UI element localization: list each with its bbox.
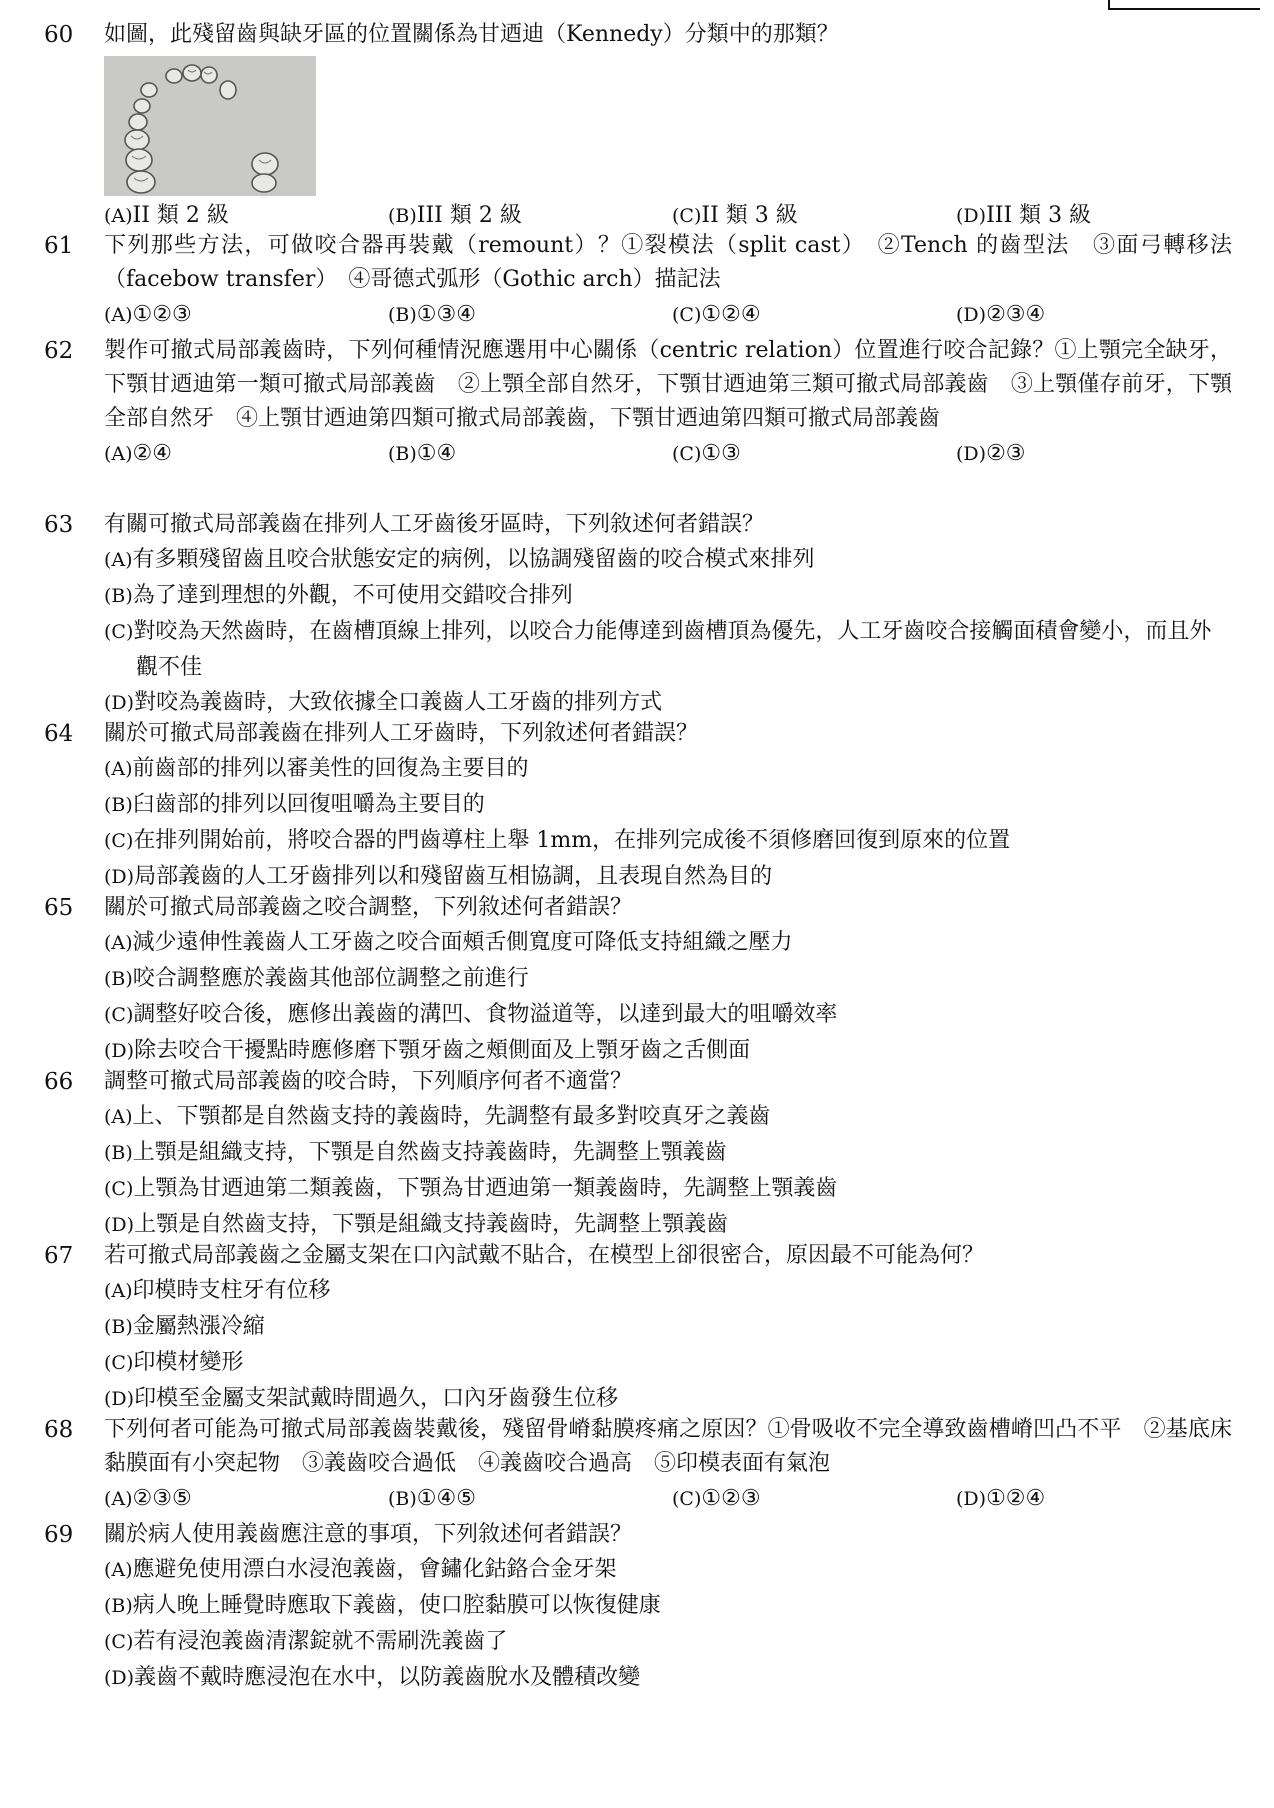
question-stem: 如圖，此殘留齒與缺牙區的位置關係為甘迺迪（Kennedy）分類中的那類？ xyxy=(104,22,839,47)
option-c[interactable]: (C)①②④ xyxy=(672,302,761,327)
option-a[interactable]: (A)減少遠伸性義齒人工牙齒之咬合面頰舌側寬度可降低支持組織之壓力 xyxy=(104,930,793,955)
option-a[interactable]: (A)上、下顎都是自然齒支持的義齒時，先調整有最多對咬真牙之義齒 xyxy=(104,1104,771,1129)
question-body xyxy=(104,18,1232,233)
options-row xyxy=(104,1481,1232,1516)
question-stem: 若可撤式局部義齒之金屬支架在口內試戴不貼合，在模型上卻很密合，原因最不可能為何？ xyxy=(104,1243,985,1268)
option-b[interactable]: (B)①④⑤ xyxy=(388,1486,476,1511)
option-c[interactable]: (C)調整好咬合後，應修出義齒的溝凹、食物溢道等，以達到最大的咀嚼效率 xyxy=(104,1002,838,1027)
question-body xyxy=(104,1239,1232,1417)
option-d[interactable]: (D)①②④ xyxy=(956,1486,1046,1511)
option-b[interactable]: (B)為了達到理想的外觀，不可使用交錯咬合排列 xyxy=(104,583,573,608)
option-c[interactable]: (C)對咬為天然齒時，在齒槽頂線上排列，以咬合力能傳達到齒槽頂為優先，人工牙齒咬合接觸面積會變小，而且外觀不佳 xyxy=(104,619,1212,680)
option-c[interactable]: (C)印模材變形 xyxy=(104,1350,244,1375)
option-a[interactable]: (A)①②③ xyxy=(104,302,192,327)
question-body xyxy=(104,717,1232,895)
question-stem: 調整可撤式局部義齒的咬合時，下列順序何者不適當？ xyxy=(104,1069,633,1094)
question-stem: 關於可撤式局部義齒在排列人工牙齒時，下列敘述何者錯誤？ xyxy=(104,721,699,746)
option-d[interactable]: (D)上顎是自然齒支持，下顎是組織支持義齒時，先調整上顎義齒 xyxy=(104,1212,729,1237)
option-a[interactable]: (A)②④ xyxy=(104,441,172,466)
question-number: 60 xyxy=(44,22,74,48)
option-d[interactable]: (D)②③ xyxy=(956,441,1026,466)
question-body xyxy=(104,334,1232,471)
option-c[interactable]: (C)若有浸泡義齒清潔錠就不需刷洗義齒了 xyxy=(104,1629,508,1654)
option-c[interactable]: (C)在排列開始前，將咬合器的門齒導柱上舉 1mm，在排列完成後不須修磨回復到原來的位置 xyxy=(104,828,1011,853)
option-a[interactable]: (A)II 類 2 級 xyxy=(104,203,229,228)
question-number: 64 xyxy=(44,721,74,747)
options-row xyxy=(104,198,1232,233)
option-b[interactable]: (B)①④ xyxy=(388,441,457,466)
question-number: 66 xyxy=(44,1069,74,1095)
question-number: 63 xyxy=(44,512,74,538)
question-body xyxy=(104,1065,1232,1243)
question-number: 62 xyxy=(44,338,74,364)
question-body xyxy=(104,229,1232,332)
option-c[interactable]: (C)①②③ xyxy=(672,1486,761,1511)
option-a[interactable]: (A)有多顆殘留齒且咬合狀態安定的病例，以協調殘留齒的咬合模式來排列 xyxy=(104,547,815,572)
option-c[interactable]: (C)上顎為甘迺迪第二類義齒，下顎為甘迺迪第一類義齒時，先調整上顎義齒 xyxy=(104,1176,838,1201)
question-body xyxy=(104,508,1232,721)
question-stem: 關於可撤式局部義齒之咬合調整，下列敘述何者錯誤？ xyxy=(104,895,633,920)
option-a[interactable]: (A)印模時支柱牙有位移 xyxy=(104,1278,331,1303)
option-b[interactable]: (B)咬合調整應於義齒其他部位調整之前進行 xyxy=(104,966,529,991)
option-d[interactable]: (D)義齒不戴時應浸泡在水中，以防義齒脫水及體積改變 xyxy=(104,1665,641,1690)
option-b[interactable]: (B)臼齒部的排列以回復咀嚼為主要目的 xyxy=(104,792,485,817)
question-number: 69 xyxy=(44,1522,74,1548)
option-c[interactable]: (C)II 類 3 級 xyxy=(672,203,798,228)
page-corner-box xyxy=(1108,0,1260,10)
option-b[interactable]: (B)III 類 2 級 xyxy=(388,203,522,228)
question-body xyxy=(104,1413,1232,1516)
question-number: 61 xyxy=(44,233,74,259)
question-stem: 有關可撤式局部義齒在排列人工牙齒後牙區時，下列敘述何者錯誤？ xyxy=(104,512,765,537)
question-number: 65 xyxy=(44,895,74,921)
option-d[interactable]: (D)局部義齒的人工牙齒排列以和殘留齒互相協調，且表現自然為目的 xyxy=(104,864,773,889)
options-row xyxy=(104,436,1232,471)
option-b[interactable]: (B)金屬熱漲冷縮 xyxy=(104,1314,265,1339)
option-d[interactable]: (D)III 類 3 級 xyxy=(956,203,1092,228)
question-stem: 製作可撤式局部義齒時，下列何種情況應選用中心關係（centric relation）位置進行咬合記錄？①上顎完全缺牙，下顎甘迺迪第一類可撤式局部義齒 ②上顎全部自然牙，下顎甘迺迪第三類可撤式局部義齒 ③上顎僅存前牙，下顎全部自然牙 ④上顎甘迺迪第四類可撤式局部義齒，下顎甘迺迪第四類可撤式局部義齒 xyxy=(104,338,1232,431)
option-a[interactable]: (A)②③⑤ xyxy=(104,1486,192,1511)
question-number: 67 xyxy=(44,1243,74,1269)
options-row xyxy=(104,297,1232,332)
option-b[interactable]: (B)上顎是組織支持，下顎是自然齒支持義齒時，先調整上顎義齒 xyxy=(104,1140,727,1165)
dental-arch-icon xyxy=(104,56,316,196)
question-stem: 關於病人使用義齒應注意的事項，下列敘述何者錯誤？ xyxy=(104,1522,633,1547)
question-body xyxy=(104,891,1232,1069)
option-d[interactable]: (D)印模至金屬支架試戴時間過久，口內牙齒發生位移 xyxy=(104,1386,619,1411)
option-a[interactable]: (A)應避免使用漂白水浸泡義齒，會鏽化鈷鉻合金牙架 xyxy=(104,1557,617,1582)
question-stem: 下列何者可能為可撤式局部義齒裝戴後，殘留骨嵴黏膜疼痛之原因？①骨吸收不完全導致齒槽嵴凹凸不平 ②基底床黏膜面有小突起物 ③義齒咬合過低 ④義齒咬合過高 ⑤印模表面有氣泡 xyxy=(104,1417,1232,1476)
dental-arch-figure xyxy=(104,56,316,196)
option-b[interactable]: (B)①③④ xyxy=(388,302,476,327)
option-d[interactable]: (D)對咬為義齒時，大致依據全口義齒人工牙齒的排列方式 xyxy=(104,690,663,715)
option-c[interactable]: (C)①③ xyxy=(672,441,741,466)
option-d[interactable]: (D)②③④ xyxy=(956,302,1046,327)
option-d[interactable]: (D)除去咬合干擾點時應修磨下顎牙齒之頰側面及上顎牙齒之舌側面 xyxy=(104,1038,751,1063)
question-stem: 下列那些方法，可做咬合器再裝戴（remount）？①裂模法（split cast） ②Tench 的齒型法 ③面弓轉移法（facebow transfer） ④哥德式弧形（Gothic arch）描記法 xyxy=(104,233,1232,292)
option-a[interactable]: (A)前齒部的排列以審美性的回復為主要目的 xyxy=(104,756,529,781)
question-number: 68 xyxy=(44,1417,74,1443)
question-body xyxy=(104,1518,1232,1696)
option-b[interactable]: (B)病人晚上睡覺時應取下義齒，使口腔黏膜可以恢復健康 xyxy=(104,1593,661,1618)
